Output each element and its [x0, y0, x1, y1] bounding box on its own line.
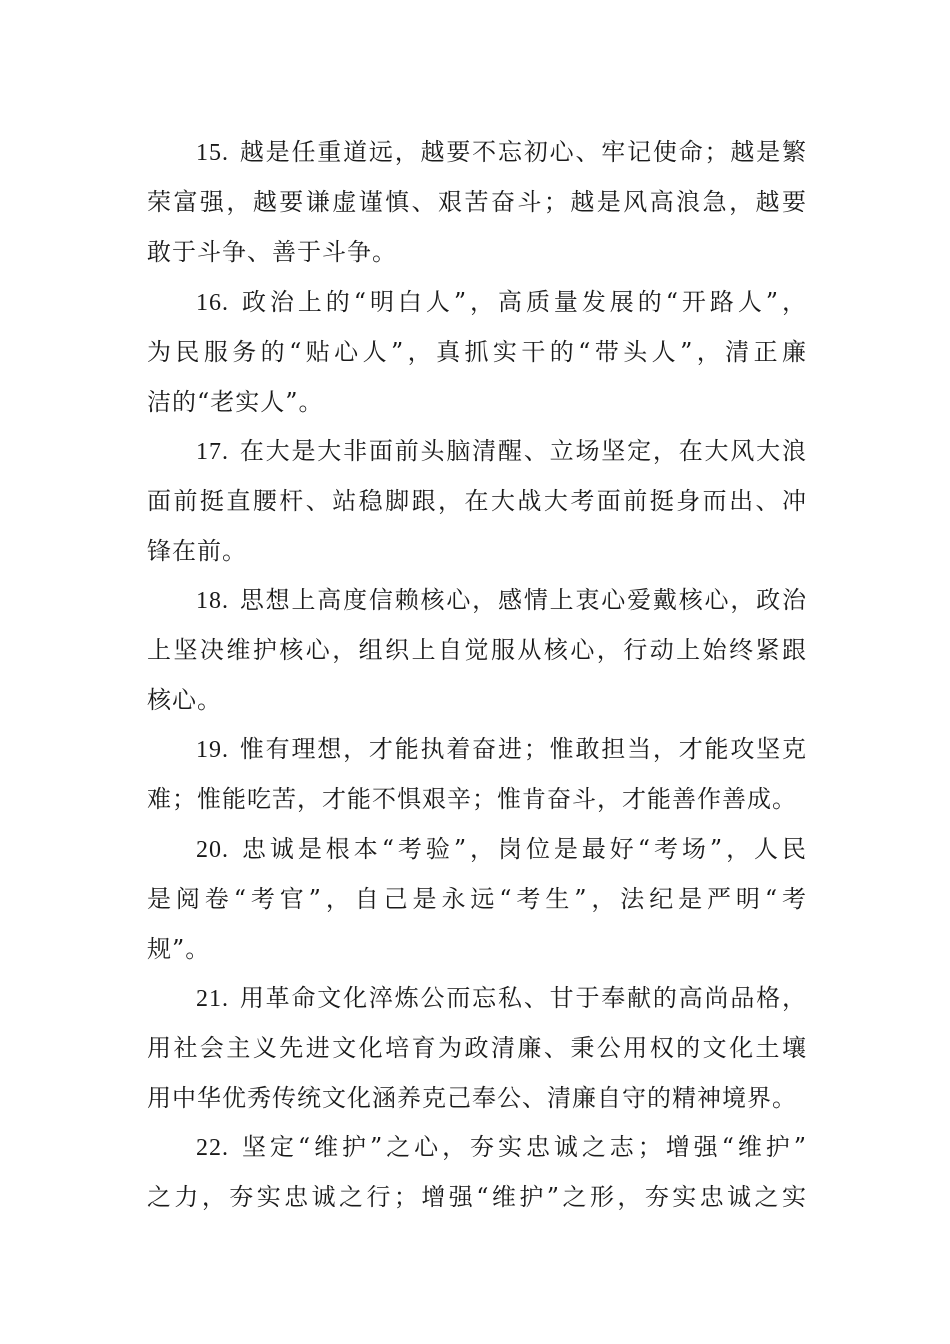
paragraph-20: [147, 824, 807, 974]
paragraph-line: 上坚决维护核心，组织上自觉服从核心，行动上始终紧跟: [147, 636, 807, 664]
paragraph-line: [147, 824, 807, 874]
line-text: 政治上的“明白人”，高质量发展的“开路人”，: [239, 288, 807, 316]
paragraph-line: [147, 575, 807, 625]
paragraph-line: 为民服务的“贴心人”，真抓实干的“带头人”，清正廉: [147, 338, 807, 366]
paragraph-line: 洁的“老实人”。: [147, 388, 324, 416]
paragraph-line: 核心。: [147, 686, 222, 714]
paragraph-line: [147, 724, 807, 774]
paragraph-line: [147, 127, 807, 177]
paragraph-line: 用中华优秀传统文化涵养克己奉公、清廉自守的精神境界。: [147, 1084, 797, 1112]
paragraph-line: 规”。: [147, 935, 211, 963]
paragraph-21: [147, 973, 807, 1123]
paragraph-line: [147, 277, 807, 327]
paragraph-line: 锋在前。: [147, 537, 247, 565]
paragraph-line: 是阅卷“考官”，自己是永远“考生”，法纪是严明“考: [147, 885, 807, 913]
paragraph-16: [147, 277, 807, 427]
paragraph-15: [147, 127, 807, 277]
line-text: 惟有理想，才能执着奋进；惟敢担当，才能攻坚克: [239, 735, 807, 763]
paragraph-number: 18.: [196, 588, 229, 614]
line-text: 忠诚是根本“考验”，岗位是最好“考场”，人民: [239, 835, 807, 863]
paragraph-line: 荣富强，越要谦虚谨慎、艰苦奋斗；越是风高浪急，越要: [147, 188, 807, 216]
paragraph-line: [147, 1122, 807, 1172]
line-text: 在大是大非面前头脑清醒、立场坚定，在大风大浪: [239, 437, 807, 465]
paragraph-line: 用社会主义先进文化培育为政清廉、秉公用权的文化土壤: [147, 1034, 807, 1062]
paragraph-17: [147, 426, 807, 576]
paragraph-number: 19.: [196, 737, 229, 763]
line-text: 坚定“维护”之心，夯实忠诚之志；增强“维护”: [239, 1133, 807, 1161]
paragraph-number: 21.: [196, 986, 229, 1012]
paragraph-number: 15.: [196, 140, 229, 166]
paragraph-number: 22.: [196, 1135, 229, 1161]
paragraph-line: 面前挺直腰杆、站稳脚跟，在大战大考面前挺身而出、冲: [147, 487, 807, 515]
paragraph-number: 17.: [196, 439, 229, 465]
line-text: 思想上高度信赖核心，感情上衷心爱戴核心，政治: [239, 586, 807, 614]
line-text: 用革命文化淬炼公而忘私、甘于奉献的高尚品格，: [239, 984, 807, 1012]
paragraph-22: [147, 1122, 807, 1222]
paragraph-number: 16.: [196, 290, 229, 316]
paragraph-line: [147, 426, 807, 476]
paragraph-line: [147, 973, 807, 1023]
paragraph-line: 难；惟能吃苦，才能不惧艰辛；惟肯奋斗，才能善作善成。: [147, 785, 797, 813]
paragraph-line: 敢于斗争、善于斗争。: [147, 238, 397, 266]
paragraph-number: 20.: [196, 837, 229, 863]
paragraph-line: 之力，夯实忠诚之行；增强“维护”之形，夯实忠诚之实: [147, 1183, 807, 1211]
paragraph-19: [147, 724, 807, 824]
paragraph-18: [147, 575, 807, 725]
line-text: 越是任重道远，越要不忘初心、牢记使命；越是繁: [239, 138, 807, 166]
